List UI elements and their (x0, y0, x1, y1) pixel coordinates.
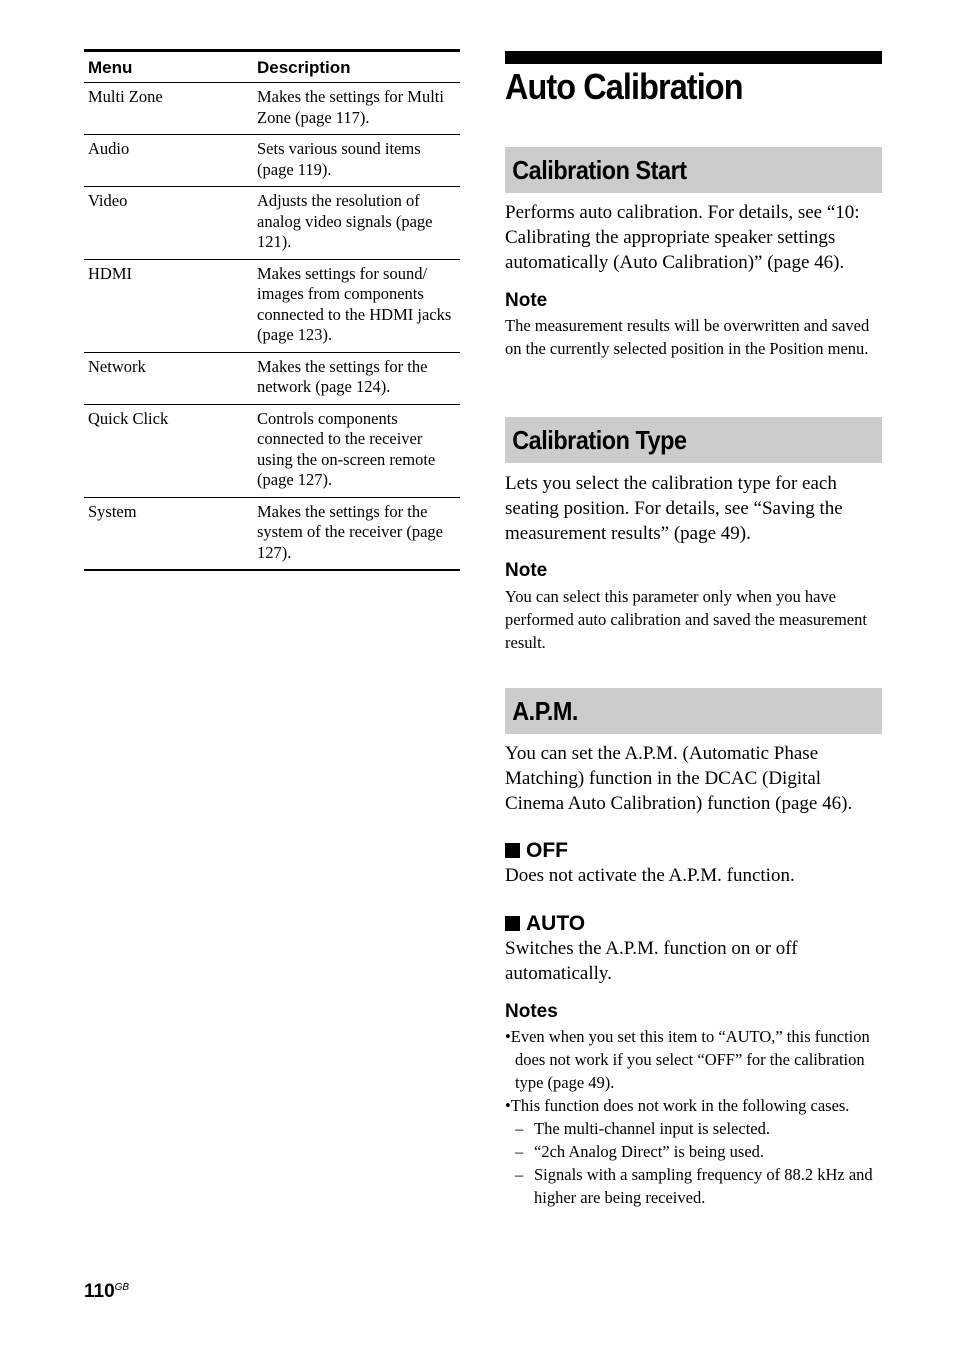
case-item-text: “2ch Analog Direct” is being used. (534, 1142, 765, 1161)
menu-cell: Video (84, 187, 253, 260)
section-heading-calibration-type (505, 417, 882, 463)
table-row (84, 259, 460, 352)
case-item-text: The multi-channel input is selected. (534, 1119, 770, 1138)
page-title: Auto Calibration (505, 66, 743, 107)
case-item-text: Signals with a sampling frequency of 88.2 kHz and higher are being received. (534, 1165, 873, 1207)
description-cell: Makes the settings for Multi Zone (page 117). (253, 83, 460, 135)
square-bullet-icon (505, 916, 520, 931)
apm-body: You can set the A.P.M. (Automatic Phase Matching) function in the DCAC (Digital Cinema Auto Calibration) function (page 46). (505, 743, 853, 814)
menu-cell: System (88, 501, 137, 521)
description-cell: Sets various sound items (page 119). (253, 135, 460, 187)
page-number-value: 110 (84, 1281, 115, 1302)
calibration-type-note: You can select this parameter only when you have performed auto calibration and saved the measurement result. (505, 587, 867, 652)
table-header-row (84, 51, 460, 83)
note-item-text: Even when you set this item to “AUTO,” this function does not work if you select “OFF” for the calibration type (page 49). (510, 1027, 870, 1092)
note-item-text: This function does not work in the following cases. (510, 1096, 850, 1115)
calibration-type-body: Lets you select the calibration type for each seating position. For details, see “Saving the measurement results” (page 49). (505, 473, 843, 544)
table-row (84, 135, 460, 187)
section-heading-label: Calibration Start (512, 155, 687, 185)
list-item: •Even when you set this item to “AUTO,” this function does not work if you select “OFF” for the calibration type (page 49). (505, 1027, 870, 1092)
menu-cell: Audio (84, 135, 253, 187)
section-heading-label: A.P.M. (512, 696, 578, 726)
notes-list (505, 1025, 885, 1209)
table-row (84, 497, 460, 570)
option-heading-off (505, 838, 568, 864)
option-label: AUTO (526, 912, 586, 935)
menu-cell: HDMI (84, 259, 253, 352)
list-item: – “2ch Analog Direct” is being used. (515, 1142, 765, 1161)
page-number-suffix: GB (114, 1282, 130, 1293)
table-row (84, 187, 460, 260)
description-cell: Makes the settings for the system of the receiver (page 127). (257, 501, 443, 562)
option-label: OFF (526, 839, 568, 862)
section-heading-calibration-start (505, 147, 882, 193)
description-cell: Adjusts the resolution of analog video signals (page 121). (253, 187, 460, 260)
calibration-start-body: Performs auto calibration. For details, see “10: Calibrating the appropriate speaker settings automatically (Auto Calibration)” (page 46). (505, 202, 860, 273)
note-heading: Note (505, 560, 548, 581)
menu-table (84, 49, 460, 571)
menu-cell: Quick Click (84, 404, 253, 497)
table-row (84, 404, 460, 497)
description-cell: Makes the settings for the network (page 124). (253, 352, 460, 404)
option-heading-auto (505, 911, 585, 937)
description-cell: Makes settings for sound/ images from components connected to the HDMI jacks (page 123). (253, 259, 460, 352)
list-item: – The multi-channel input is selected. (515, 1119, 770, 1138)
notes-heading: Notes (505, 1001, 558, 1022)
square-bullet-icon (505, 843, 520, 858)
calibration-start-note: The measurement results will be overwritten and saved on the currently selected position in the Position menu. (505, 316, 870, 358)
table-row (84, 83, 460, 135)
list-item: – Signals with a sampling frequency of 88.2 kHz and higher are being received. (515, 1165, 873, 1207)
description-cell: Controls components connected to the receiver using the on-screen remote (page 127). (253, 404, 460, 497)
column-header-menu: Menu (84, 51, 253, 83)
note-heading: Note (505, 290, 548, 311)
menu-cell: Network (84, 352, 253, 404)
column-header-description: Description (253, 51, 460, 83)
list-item: •This function does not work in the following cases. (505, 1096, 850, 1115)
menu-cell: Multi Zone (84, 83, 253, 135)
page-number (84, 1281, 129, 1303)
option-auto-text: Switches the A.P.M. function on or off automatically. (505, 938, 798, 984)
table-row (84, 352, 460, 404)
section-heading-label: Calibration Type (512, 425, 687, 455)
section-heading-apm (505, 688, 882, 734)
option-off-text: Does not activate the A.P.M. function. (505, 865, 795, 886)
